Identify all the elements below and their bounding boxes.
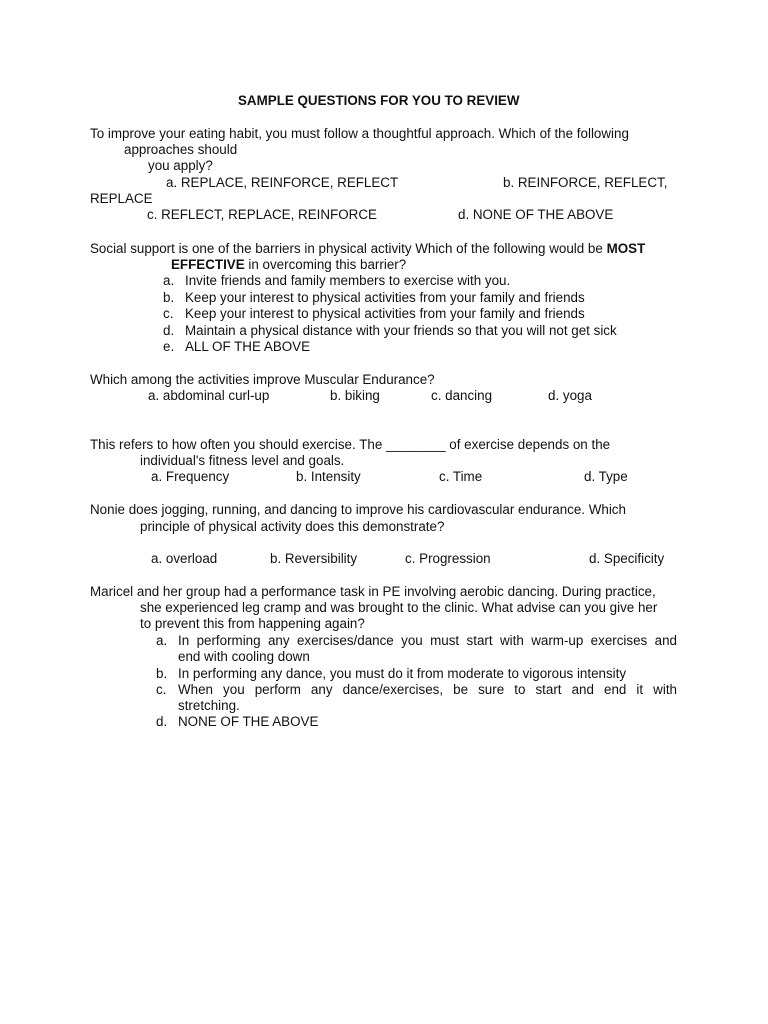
question-5-option-d: d. Specificity	[589, 551, 665, 566]
question-4-option-a: a. Frequency	[151, 469, 230, 484]
question-2-option-letter: e.	[163, 339, 175, 354]
page-title: SAMPLE QUESTIONS FOR YOU TO REVIEW	[238, 93, 520, 108]
question-2-text: Social support is one of the barriers in physical activity Which of the following would be	[90, 241, 603, 256]
question-2-emphasis-effective: EFFECTIVE	[171, 257, 245, 272]
question-5-text-line-1: Nonie does jogging, running, and dancing to improve his cardiovascular endurance. Which	[90, 502, 626, 517]
question-6-option-c-continued: stretching.	[178, 698, 240, 713]
question-6-option-b: In performing any dance, you must do it from moderate to vigorous intensity	[178, 666, 627, 681]
question-3-option-c: c. dancing	[431, 388, 493, 403]
question-6-text-line-3: to prevent this from happening again?	[140, 616, 365, 631]
question-5-text-line-2: principle of physical activity does this demonstrate?	[140, 519, 445, 534]
question-6-option-a-continued: end with cooling down	[178, 649, 310, 664]
question-1-option-b-continued: REPLACE	[90, 191, 153, 206]
question-2-option-letter: d.	[163, 323, 175, 338]
question-2-option-d: Maintain a physical distance with your friends so that you will not get sick	[185, 323, 617, 338]
question-6-option-d: NONE OF THE ABOVE	[178, 714, 319, 729]
question-6-text-line-1: Maricel and her group had a performance task in PE involving aerobic dancing. During practice,	[90, 584, 656, 599]
question-5-option-a: a. overload	[151, 551, 218, 566]
question-6-option-c: When you perform any dance/exercises, be sure to start and end it with	[178, 682, 677, 697]
question-2-option-letter: a.	[163, 273, 175, 288]
question-6-option-letter-b: b.	[156, 666, 168, 681]
question-2-option-b: Keep your interest to physical activities from your family and friends	[185, 290, 585, 305]
question-2-option-a: Invite friends and family members to exercise with you.	[185, 273, 511, 288]
question-6-option-letter-d: d.	[156, 714, 168, 729]
question-1-option-a: a. REPLACE, REINFORCE, REFLECT	[166, 175, 399, 190]
question-6-text-line-2: she experienced leg cramp and was brought to the clinic. What advise can you give her	[140, 600, 658, 615]
question-6-option-letter-a: a.	[156, 633, 168, 648]
question-2-text-line-1	[90, 241, 645, 257]
question-3-text: Which among the activities improve Muscular Endurance?	[90, 372, 435, 387]
question-1-option-d: d. NONE OF THE ABOVE	[458, 207, 614, 222]
question-2-option-letter: c.	[163, 306, 174, 321]
question-1-text-line-3: you apply?	[148, 158, 213, 173]
question-1-option-c: c. REFLECT, REPLACE, REINFORCE	[147, 207, 377, 222]
question-2-option-c: Keep your interest to physical activities from your family and friends	[185, 306, 585, 321]
question-6-option-letter-c: c.	[156, 682, 167, 697]
question-3-option-a: a. abdominal curl-up	[148, 388, 270, 403]
question-4-text-line-2: individual's fitness level and goals.	[140, 453, 345, 468]
question-5-option-c: c. Progression	[405, 551, 491, 566]
question-5-option-b: b. Reversibility	[270, 551, 358, 566]
question-4-option-c: c. Time	[439, 469, 483, 484]
question-2-text-line-2	[171, 257, 406, 273]
question-3-option-d: d. yoga	[548, 388, 592, 403]
question-2-emphasis-most: MOST	[606, 241, 646, 256]
question-6-option-a: In performing any exercises/dance you must start with warm-up exercises and	[178, 633, 677, 648]
question-1-text-line-2: approaches should	[124, 142, 238, 157]
question-4-option-d: d. Type	[584, 469, 628, 484]
question-4-text-line-1: This refers to how often you should exercise. The ________ of exercise depends on the	[90, 437, 611, 452]
question-3-option-b: b. biking	[330, 388, 380, 403]
question-1-option-b: b. REINFORCE, REFLECT,	[503, 175, 668, 190]
question-4-option-b: b. Intensity	[296, 469, 361, 484]
question-1-text-line-1: To improve your eating habit, you must follow a thoughtful approach. Which of the following	[90, 126, 629, 141]
question-2-text-rest: in overcoming this barrier?	[248, 257, 407, 272]
question-2-option-e: ALL OF THE ABOVE	[185, 339, 311, 354]
question-2-option-letter: b.	[163, 290, 175, 305]
